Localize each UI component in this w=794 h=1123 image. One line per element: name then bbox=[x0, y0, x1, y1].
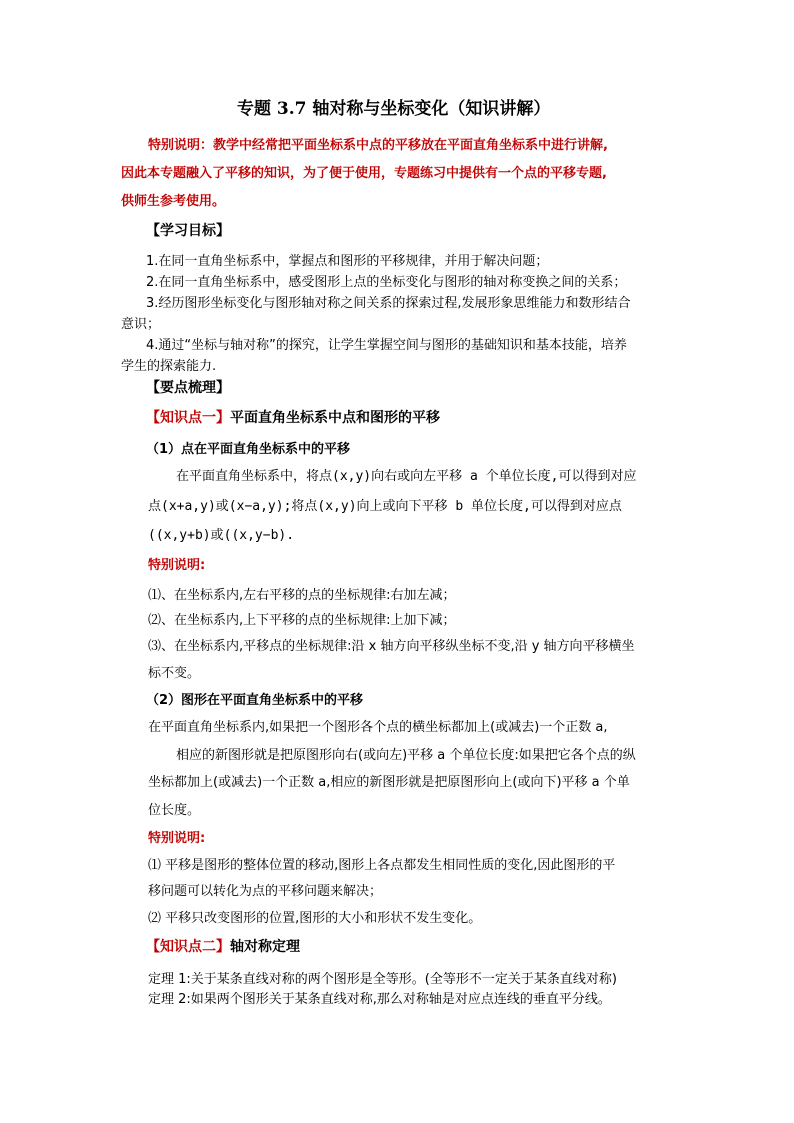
objective-item: 4.通过“坐标与轴对称”的探究，让学生掌握空间与图形的基础知识和基本技能，培养 bbox=[146, 338, 627, 353]
summary-heading: 【要点梳理】 bbox=[146, 380, 230, 396]
kp1-note-line: 移问题可以转化为点的平移问题来解决； bbox=[148, 884, 383, 899]
objective-item: 2.在同一直角坐标系中，感受图形上点的坐标变化与图形的轴对称变换之间的关系； bbox=[146, 275, 627, 290]
kp1-para2-line: 位长度。 bbox=[148, 803, 201, 818]
kp1-para1-line: 点(x+a,y)或(x−a,y);将点(x,y)向上或向下平移 b 单位长度,可以得到对应点 bbox=[148, 499, 622, 514]
kp2-theorem-1: 定理 1:关于某条直线对称的两个图形是全等形。(全等形不一定关于某条直线对称) bbox=[148, 972, 617, 987]
kp1-note-line: 标不变。 bbox=[148, 666, 201, 681]
kp2-bracket: 【知识点二】 bbox=[146, 939, 230, 955]
kp1-title: 平面直角坐标系中点和图形的平移 bbox=[230, 410, 440, 426]
kp1-para1-line: 在平面直角坐标系中，将点(x,y)向右或向左平移 a 个单位长度,可以得到对应 bbox=[176, 469, 637, 484]
objective-item: 3.经历图形坐标变化与图形轴对称之间关系的探索过程,发展形象思维能力和数形结合 bbox=[146, 296, 631, 311]
kp1-para2-line: 在平面直角坐标系内,如果把一个图形各个点的横坐标都加上(或减去)一个正数 a, bbox=[148, 720, 608, 735]
kp1-note-label-1: 特别说明: bbox=[148, 558, 206, 573]
kp1-subheading-1: （1）点在平面直角坐标系中的平移 bbox=[146, 442, 351, 457]
kp2-theorem-2: 定理 2:如果两个图形关于某条直线对称,那么对称轴是对应点连线的垂直平分线。 bbox=[148, 992, 611, 1007]
kp1-note-line: ⑵ 平移只改变图形的位置,图形的大小和形状不发生变化。 bbox=[148, 911, 482, 926]
knowledge-point-2-heading bbox=[146, 937, 300, 957]
objective-item: 学生的探索能力. bbox=[121, 359, 217, 374]
intro-line-1: 特别说明：教学中经常把平面坐标系中点的平移放在平面直角坐标系中进行讲解, bbox=[148, 138, 608, 153]
kp1-para2-line: 坐标都加上(或减去)一个正数 a,相应的新图形就是把原图形向上(或向下)平移 a 个单 bbox=[148, 775, 630, 790]
page-title: 专题 3.7 轴对称与坐标变化（知识讲解） bbox=[237, 99, 551, 119]
kp1-note-line: ⑵、在坐标系内,上下平移的点的坐标规律:上加下减； bbox=[148, 613, 456, 628]
kp1-para2-line: 相应的新图形就是把原图形向右(或向左)平移 a 个单位长度:如果把它各个点的纵 bbox=[176, 748, 636, 763]
kp1-note-line: ⑴ 平移是图形的整体位置的移动,图形上各点都发生相同性质的变化,因此图形的平 bbox=[148, 858, 616, 873]
intro-line-2: 因此本专题融入了平移的知识，为了便于使用，专题练习中提供有一个点的平移专题, bbox=[121, 166, 607, 181]
kp1-note-line: ⑴、在坐标系内,左右平移的点的坐标规律:右加左减； bbox=[148, 588, 456, 603]
objectives-heading: 【学习目标】 bbox=[146, 223, 230, 239]
kp1-note-label-2: 特别说明: bbox=[148, 831, 206, 846]
kp2-title: 轴对称定理 bbox=[230, 939, 300, 955]
objective-item: 意识； bbox=[121, 317, 161, 332]
kp1-para1-line: ((x,y+b)或((x,y−b). bbox=[148, 528, 295, 543]
knowledge-point-1-heading bbox=[146, 408, 440, 428]
objective-item: 1.在同一直角坐标系中，掌握点和图形的平移规律，并用于解决问题； bbox=[146, 254, 549, 269]
kp1-bracket: 【知识点一】 bbox=[146, 410, 230, 426]
kp1-subheading-2: （2）图形在平面直角坐标系中的平移 bbox=[146, 693, 364, 708]
intro-line-3: 供师生参考使用。 bbox=[121, 194, 226, 209]
kp1-note-line: ⑶、在坐标系内,平移点的坐标规律:沿 x 轴方向平移纵坐标不变,沿 y 轴方向平移横坐 bbox=[148, 639, 635, 654]
